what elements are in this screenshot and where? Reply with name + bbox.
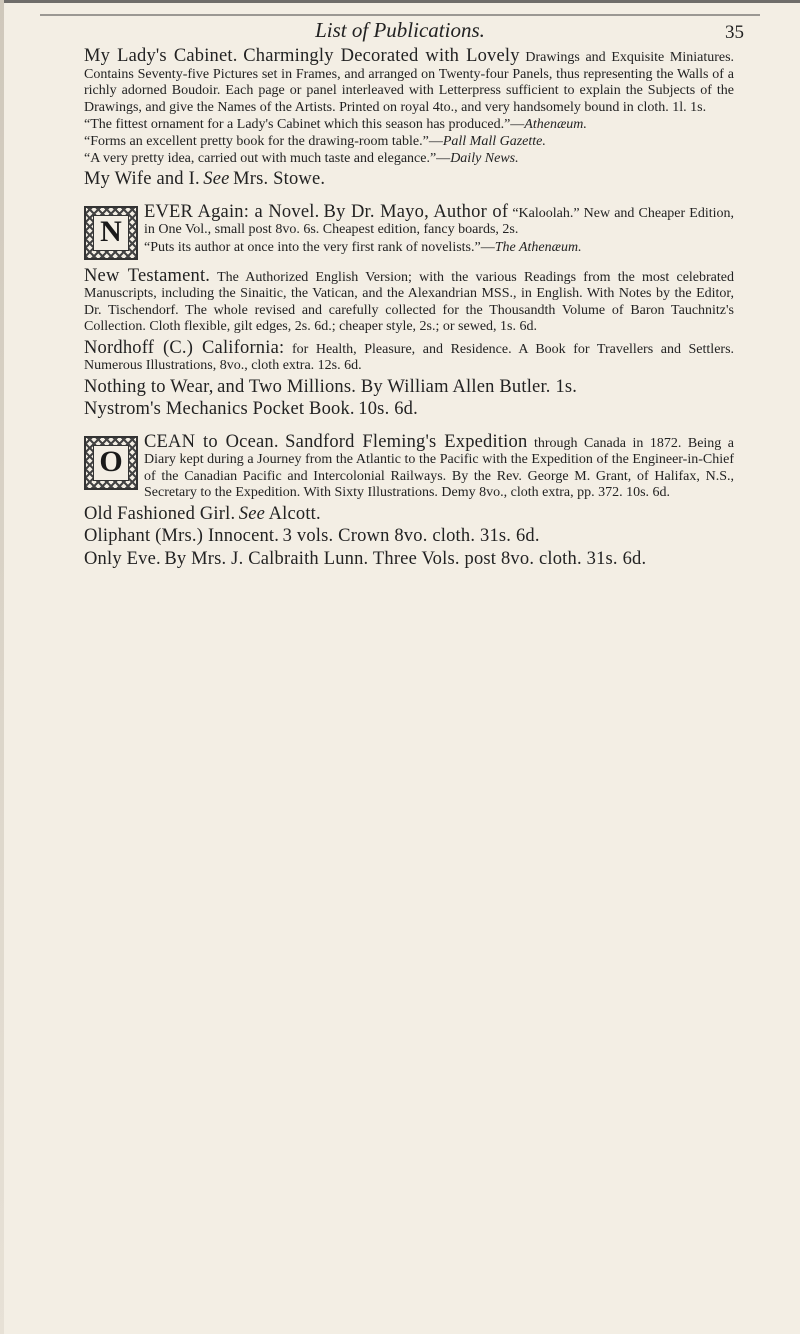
page-number: 35	[725, 22, 744, 43]
review-quote: “Puts its author at once into the very first rank of novelists.”—The Athenæum.	[144, 239, 582, 255]
entry-body: “Kaloolah.” New and Cheaper Edition, in One Vol., small post 8vo. 6s. Cheapest edition, fancy boards, 2s.	[144, 205, 735, 237]
entry-author: By Dr. Mayo, Author of	[323, 201, 509, 222]
entry-body: and Two Millions. By William Allen Butler. 1s.	[217, 376, 578, 397]
entry-price: 10s. 6d.	[358, 399, 418, 419]
entry-only-eve	[84, 548, 734, 570]
entry-old-fashioned-girl	[84, 503, 734, 525]
entry-title: Old Fashioned Girl.	[84, 503, 236, 524]
entry-oliphant	[84, 528, 734, 547]
entry-title: CEAN to Ocean.	[144, 431, 279, 452]
page-edge	[0, 0, 4, 1334]
entry-never-again	[84, 201, 735, 264]
decorated-initial-icon: N	[84, 206, 138, 260]
entry-body: The Authorized English Version; with the various Readings from the most celebrated Manuscripts, including the Sinaitic, the Vatican, and the Alexandrian MSS., in English. With Notes by the Editor, Dr. Tischendorf. The whole revised and carefully collected for the Thousandth Volume of Baron Tauchnitz's Collection. Cloth flexible, gilt edges, 2s. 6d.; cheaper style, 2s.; or sewed, 1s. 6d.	[84, 269, 734, 334]
entry-my-wife	[84, 171, 734, 190]
entry-title: Nothing to Wear,	[84, 376, 214, 397]
entry-lady-cabinet	[84, 48, 734, 167]
entry-body: for Health, Pleasure, and Residence. A Book for Travellers and Settlers. Numerous Illustrations, 8vo., cloth extra. 12s. 6d.	[84, 341, 735, 373]
entry-ocean-to-ocean	[84, 431, 735, 502]
entry-title: My Wife and I.	[84, 169, 200, 189]
review-quote: “Forms an excellent pretty book for the drawing-room table.”—Pall Mall Gazette.	[84, 134, 546, 149]
entry-body: Drawings and Exquisite Miniatures. Contains Seventy-five Pictures set in Frames, and arranged on Twenty-four Panels, thus representing the Walls of a richly adorned Boudoir. Each page or panel interleaved with Letterpress sufficient to explain the Subjects of the Drawings, and give the Names of the Artists. Printed on royal 4to., and very handsomely bound in cloth. 1l. 1s.	[84, 50, 735, 115]
cross-reference: Alcott.	[268, 503, 321, 524]
decorated-initial-icon: O	[84, 436, 138, 490]
review-quote: “A very pretty idea, carried out with much taste and elegance.”—Daily News.	[84, 151, 519, 166]
entry-body: through Canada in 1872. Being a Diary kept during a Journey from the Atlantic to the Pacific with the Expedition of the Engineer-in-Chief of the Canadian Pacific and Intercolonial Railways. By the Rev. George M. Grant, of Halifax, N.S., Secretary to the Expedition. With Sixty Illustrations. Demy 8vo., cloth extra, pp. 372. 10s. 6d.	[144, 435, 735, 500]
entry-title: Nystrom's Mechanics Pocket Book.	[84, 399, 355, 419]
entry-title: Oliphant (Mrs.) Innocent.	[84, 526, 280, 546]
entry-lead: Charmingly Decorated with Lovely	[243, 46, 520, 66]
entry-title: Only Eve.	[84, 548, 161, 569]
page-body	[84, 48, 734, 573]
entry-title: My Lady's Cabinet.	[84, 46, 238, 66]
entry-new-testament	[84, 265, 734, 336]
see-label: See	[238, 503, 266, 524]
entry-nystrom	[84, 401, 734, 420]
entry-body: 3 vols. Crown 8vo. cloth. 31s. 6d.	[282, 526, 540, 546]
entry-author: Sandford Fleming's Expedition	[285, 431, 528, 452]
top-rule	[40, 14, 760, 16]
entry-nothing-to-wear	[84, 376, 734, 398]
entry-title: EVER Again: a Novel.	[144, 201, 320, 222]
entry-title: New Testament.	[84, 265, 211, 286]
cross-reference: Mrs. Stowe.	[233, 169, 326, 189]
review-quote: “The fittest ornament for a Lady's Cabinet which this season has produced.”—Athenæum.	[84, 117, 587, 132]
entry-nordhoff	[84, 337, 735, 375]
top-border	[0, 0, 800, 3]
see-label: See	[203, 169, 230, 189]
entry-body: By Mrs. J. Calbraith Lunn. Three Vols. post 8vo. cloth. 31s. 6d.	[164, 548, 647, 569]
running-head: List of Publications.	[315, 18, 485, 42]
entry-title: Nordhoff (C.) California:	[84, 337, 285, 358]
